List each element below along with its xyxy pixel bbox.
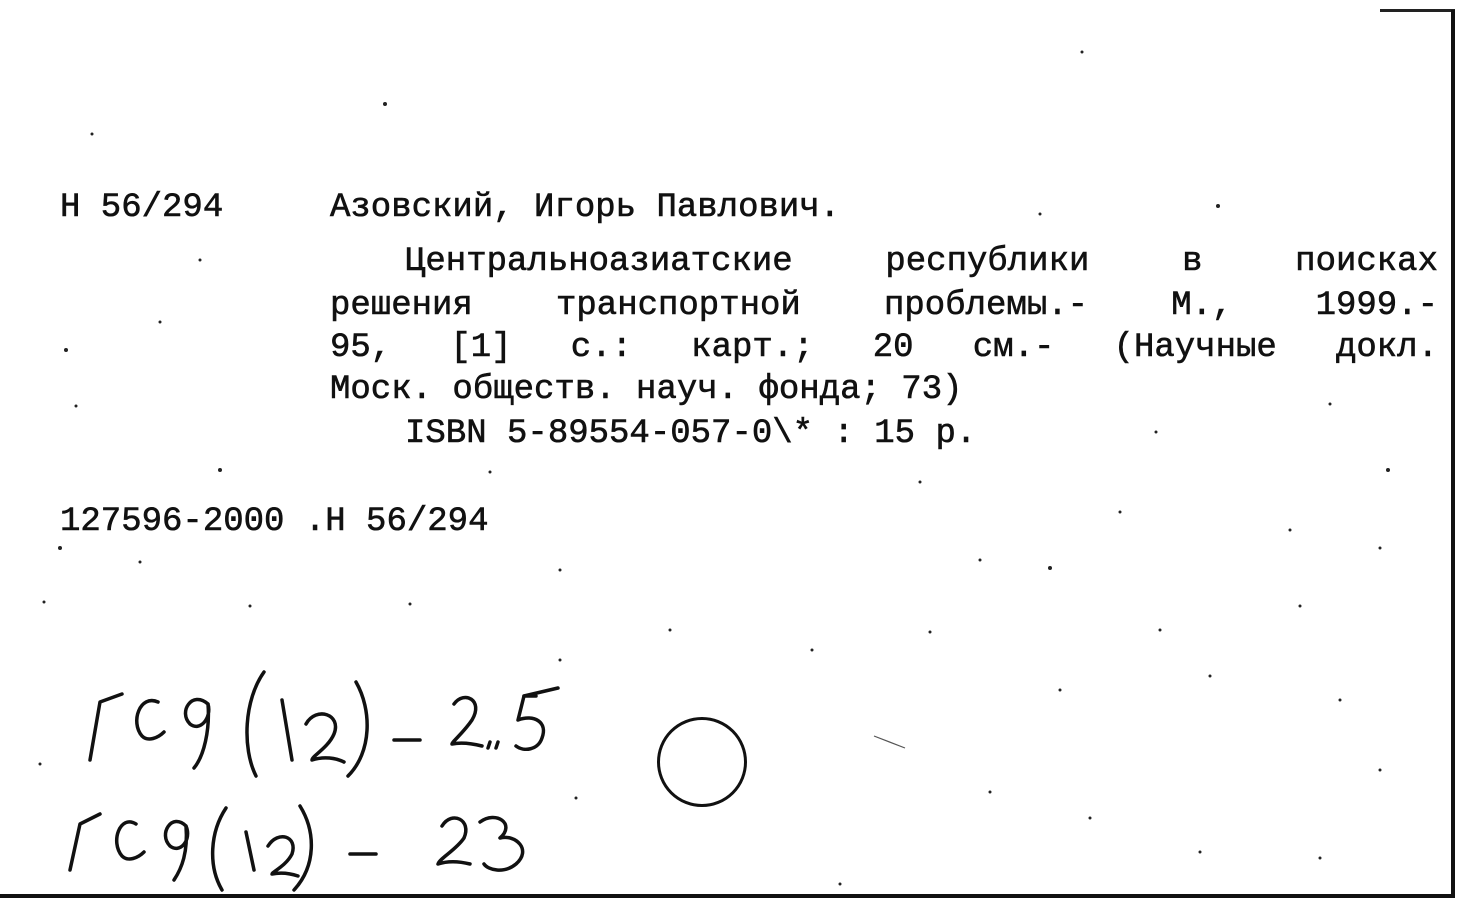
title-line-1: Центральноазиатские республики в поисках [405, 243, 1438, 281]
stamp-circle [657, 717, 747, 807]
title-line-2: решения транспортной проблемы.- М., 1999.- [330, 287, 1438, 325]
shelf-mark: Н 56/294 [60, 189, 224, 227]
author-heading: Азовский, Игорь Павлович. [330, 189, 841, 227]
title-line-4: Моск. обществ. науч. фонда; 73) [330, 371, 963, 409]
handwritten-classification [60, 660, 620, 892]
title-line-3: 95, [1] с.: карт.; 20 см.- (Научные докл. [330, 329, 1438, 367]
isbn-price: ISBN 5-89554-057-0\* : 15 р. [405, 415, 977, 453]
accession-number: 127596-2000 .Н 56/294 [60, 503, 489, 541]
